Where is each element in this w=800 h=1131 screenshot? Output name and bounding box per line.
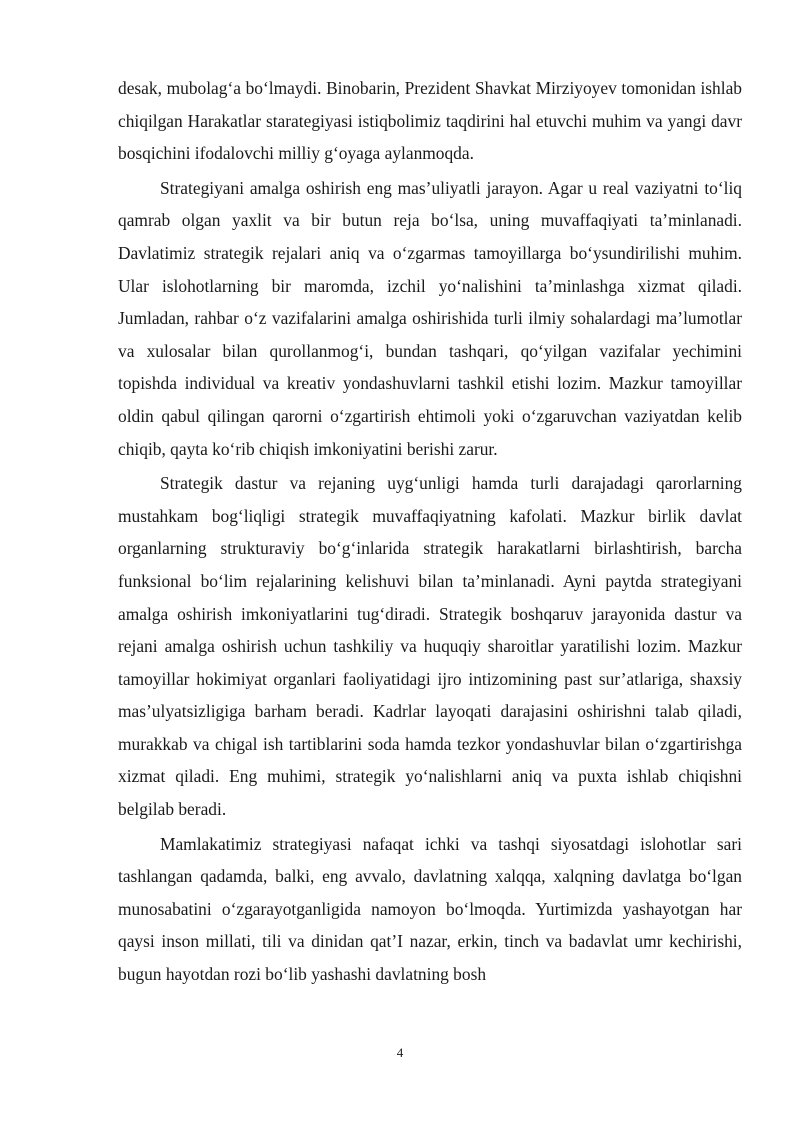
paragraph-national-strategy: Mamlakatimiz strategiyasi nafaqat ichki va tashqi siyosatdagi islohotlar sari tashlangan qadamda, balki, eng avvalo, davlatning xalqqa, xalqning davlatga bo‘lgan munosabatini o‘zgarayotganligida namoyon bo‘lmoqda. Yurtimizda yashayotgan har qaysi inson millati, tili va dinidan qat’I nazar, erkin, tinch va badavlat umr kechirishi, bugun hayotdan rozi bo‘lib yashashi davlatning bosh: [118, 833, 742, 985]
page-number: 4: [396, 1045, 404, 1060]
paragraph-continuation: desak, mubolag‘a bo‘lmaydi. Binobarin, Prezident Shavkat Mirziyoyev tomonidan ishlab chiqilgan Harakatlar starategiyasi istiqbolimiz taqdirini hal etuvchi muhim va yangi davr bosqichini ifodalovchi milliy g‘oyaga aylanmoqda.: [118, 78, 742, 164]
paragraph-strategic-program: Strategik dastur va rejaning uyg‘unligi hamda turli darajadagi qarorlarning mustahkam bog‘liqligi strategik muvaffaqiyatning kafolati. Mazkur birlik davlat organlarning strukturaviy bo‘g‘inlarida strategik harakatlarni birlashtirish, barcha funksional bo‘lim rejalarining kelishuvi bilan ta’minlanadi. Ayni paytda strategiyani amalga oshirish imkoniyatlarini tug‘diradi. Strategik boshqaruv jarayonida dastur va rejani amalga oshirish uchun tashkiliy va huquqiy sharoitlar yaratilishi lozim. Mazkur tamoyillar hokimiyat organlari faoliyatidagi ijro intizomining past sur’atlariga, shaxsiy mas’ulyatsizligiga barham beradi. Kadrlar layoqati darajasini oshirishni talab qiladi, murakkab va chigal ish tartiblarini soda hamda tezkor yondashuvlar bilan o‘zgartirishga xizmat qiladi. Eng muhimi, strategik yo‘nalishlarni aniq va puxta ishlab chiqishni belgilab beradi.: [118, 473, 742, 820]
paragraph-strategy-implementation: Strategiyani amalga oshirish eng mas’uliyatli jarayon. Agar u real vaziyatni to‘liq qamrab olgan yaxlit va bir butun reja bo‘lsa, uning muvaffaqiyati ta’minlanadi. Davlatimiz strategik rejalari aniq va o‘zgarmas tamoyillarga bo‘ysundirilishi muhim. Ular islohotlarning bir maromda, izchil yo‘nalishini ta’minlashga xizmat qiladi. Jumladan, rahbar o‘z vazifalarini amalga oshirishida turli ilmiy sohalardagi ma’lumotlar va xulosalar bilan qurollanmog‘i, bundan tashqari, qo‘yilgan vazifalar yechimini topishda individual va kreativ yondashuvlarni tashkil etishi lozim. Mazkur tamoyillar oldin qabul qilingan qarorni o‘zgartirish ehtimoli yoki o‘zgaruvchan vaziyatdan kelib chiqib, qayta ko‘rib chiqish imkoniyatini berishi zarur.: [118, 177, 742, 459]
body-text: [118, 72, 742, 991]
